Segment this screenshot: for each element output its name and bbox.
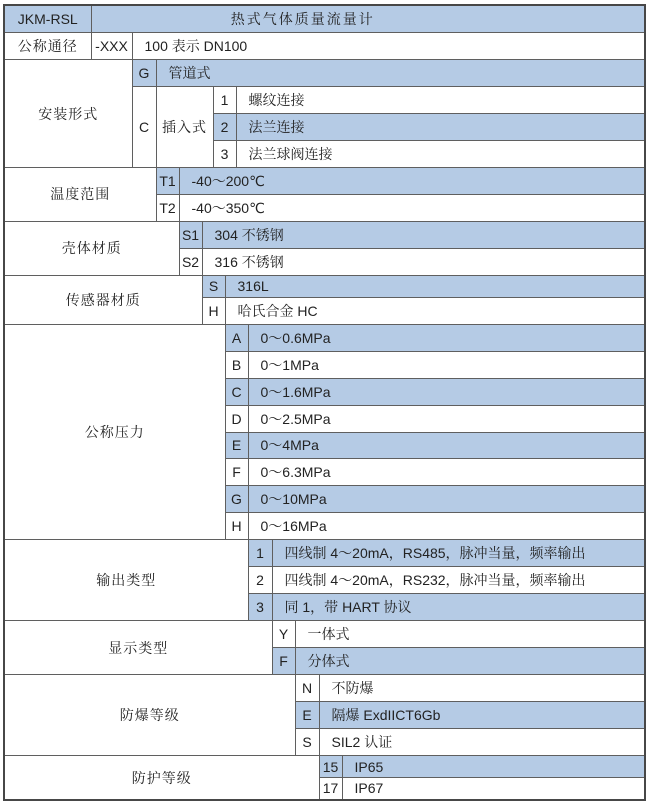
option-value: 法兰连接 [236, 114, 645, 141]
diameter-value: 100 表示 DN100 [132, 33, 645, 60]
section-label-sensor: 传感器材质 [4, 275, 202, 324]
option-code: 15 [319, 756, 342, 778]
option-value: 隔爆 ExdIICT6Gb [319, 702, 645, 729]
product-title: 热式气体质量流量计 [91, 5, 645, 33]
option-code: 2 [248, 567, 272, 594]
option-code: S1 [179, 221, 202, 248]
option-code: A [225, 324, 248, 351]
option-value: 0～4MPa [248, 432, 645, 459]
section-label-display: 显示类型 [4, 621, 272, 675]
option-value: 四线制 4～20mA，RS485，脉冲当量，频率输出 [272, 540, 645, 567]
option-code: N [295, 675, 319, 702]
option-value: 0～2.5MPa [248, 405, 645, 432]
section-label-install: 安装形式 [4, 60, 132, 168]
option-code: 3 [213, 140, 236, 167]
install-pipe-value: 管道式 [156, 60, 645, 87]
option-code: H [225, 513, 248, 540]
option-code: B [225, 351, 248, 378]
option-value: 316L [225, 275, 645, 297]
option-value: SIL2 认证 [319, 729, 645, 756]
section-label-temperature: 温度范围 [4, 167, 156, 221]
option-code: D [225, 405, 248, 432]
install-insert-code: C [132, 87, 156, 168]
section-label-explosion: 防爆等级 [4, 675, 295, 756]
option-value: 分体式 [295, 648, 645, 675]
option-value: 不防爆 [319, 675, 645, 702]
model-code: JKM-RSL [4, 5, 91, 33]
option-code: T2 [156, 194, 179, 221]
option-code: S [295, 729, 319, 756]
option-code: Y [272, 621, 295, 648]
install-pipe-code: G [132, 60, 156, 87]
option-code: F [272, 648, 295, 675]
option-value: 0～6.3MPa [248, 459, 645, 486]
option-value: 同 1，带 HART 协议 [272, 594, 645, 621]
option-value: 0～1.6MPa [248, 378, 645, 405]
option-code: C [225, 378, 248, 405]
option-code: H [202, 297, 225, 324]
section-label-output: 输出类型 [4, 540, 248, 621]
option-code: E [295, 702, 319, 729]
section-label-protection: 防护等级 [4, 756, 319, 800]
model-selection-table [3, 4, 646, 801]
option-value: IP65 [342, 756, 645, 778]
option-code: G [225, 486, 248, 513]
option-value: 304 不锈钢 [202, 221, 645, 248]
option-code: S [202, 275, 225, 297]
option-code: T1 [156, 167, 179, 194]
option-code: 1 [248, 540, 272, 567]
diameter-code: -XXX [91, 33, 132, 60]
option-value: -40～200℃ [179, 167, 645, 194]
option-value: 316 不锈钢 [202, 248, 645, 275]
option-value: IP67 [342, 777, 645, 800]
option-code: F [225, 459, 248, 486]
option-code: E [225, 432, 248, 459]
option-code: 17 [319, 777, 342, 800]
option-value: 0～10MPa [248, 486, 645, 513]
install-insert-label: 插入式 [156, 87, 213, 168]
option-value: 一体式 [295, 621, 645, 648]
option-code: 3 [248, 594, 272, 621]
option-code: 2 [213, 114, 236, 141]
option-value: 哈氏合金 HC [225, 297, 645, 324]
option-value: 0～1MPa [248, 351, 645, 378]
option-value: 0～16MPa [248, 513, 645, 540]
option-value: 法兰球阀连接 [236, 140, 645, 167]
option-code: 1 [213, 87, 236, 114]
option-value: 螺纹连接 [236, 87, 645, 114]
option-code: S2 [179, 248, 202, 275]
section-label-diameter: 公称通径 [4, 33, 91, 60]
option-value: -40～350℃ [179, 194, 645, 221]
option-value: 四线制 4～20mA，RS232，脉冲当量，频率输出 [272, 567, 645, 594]
option-value: 0～0.6MPa [248, 324, 645, 351]
section-label-housing: 壳体材质 [4, 221, 179, 275]
section-label-pressure: 公称压力 [4, 324, 225, 540]
